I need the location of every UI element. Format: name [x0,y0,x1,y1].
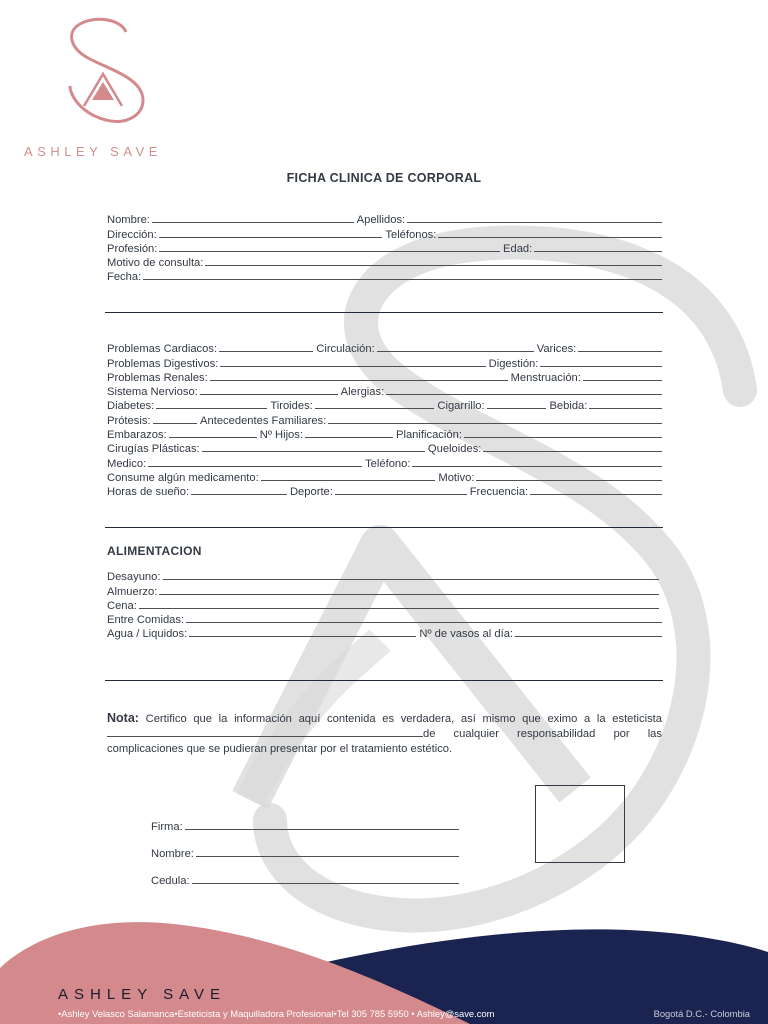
label-embarazos: Embarazos: [107,429,167,442]
field-direccion[interactable] [159,237,383,238]
fingerprint-box[interactable] [535,785,625,863]
signature-firma-row [151,819,459,833]
field-protesis[interactable] [153,423,198,424]
footer-brand-name: ASHLEY SAVE [58,986,226,1003]
field-queloides[interactable] [483,451,662,452]
label-diabetes: Diabetes: [107,400,155,413]
field-cigarrillo[interactable] [487,408,547,409]
label-fecha: Fecha: [107,271,142,284]
field-bebida[interactable] [589,408,662,409]
label-entre-comidas: Entre Comidas: [107,614,185,627]
label-direccion: Dirección: [107,228,157,241]
field-desayuno[interactable] [163,579,660,580]
field-diabetes[interactable] [156,408,267,409]
field-tiroides[interactable] [315,408,435,409]
field-deporte[interactable] [335,494,467,495]
label-alergias: Alergias: [340,386,385,399]
field-embarazos[interactable] [169,437,257,438]
label-queloides: Queloides: [427,443,482,456]
label-vasos: Nº de vasos al día: [419,628,514,641]
field-nombre[interactable] [152,222,354,223]
field-problemas-renales[interactable] [210,380,508,381]
label-agua: Agua / Liquidos: [107,628,188,641]
field-problemas-digestivos[interactable] [220,366,485,367]
field-problemas-cardiacos[interactable] [219,351,313,352]
field-cedula[interactable] [192,883,459,884]
brand-logo-icon [48,14,158,124]
label-firma: Firma: [151,821,183,833]
field-profesion[interactable] [159,251,500,252]
nota-paragraph [107,711,662,756]
label-edad: Edad: [503,242,533,255]
field-vasos[interactable] [515,636,662,637]
field-apellidos[interactable] [407,222,662,223]
label-desayuno: Desayuno: [107,571,161,584]
section-divider [105,527,663,528]
label-cedula: Cedula: [151,875,190,887]
label-problemas-cardiacos: Problemas Cardiacos: [107,343,218,356]
label-telefono: Teléfono: [365,457,411,470]
nota-label: Nota: [107,711,139,725]
field-sistema-nervioso[interactable] [200,394,338,395]
label-varices: Varices: [536,343,577,356]
label-cena: Cena: [107,599,137,612]
field-firma-nombre[interactable] [196,856,459,857]
field-telefono[interactable] [412,466,662,467]
label-medicamento: Consume algún medicamento: [107,471,259,484]
signature-nombre-row [151,846,459,860]
label-digestion: Digestión: [488,357,539,370]
field-antecedentes[interactable] [328,423,662,424]
field-planificacion[interactable] [464,437,662,438]
label-bebida: Bebida: [549,400,588,413]
field-firma[interactable] [185,829,459,830]
label-motivo-consulta: Motivo de consulta: [107,257,204,270]
field-motivo[interactable] [476,480,662,481]
label-medico: Medico: [107,457,147,470]
label-circulacion: Circulación: [316,343,375,356]
label-profesion: Profesión: [107,242,158,255]
section-divider [105,312,663,313]
field-cena[interactable] [139,608,659,609]
label-sistema-nervioso: Sistema Nervioso: [107,386,198,399]
personal-data-section [107,212,662,283]
label-frecuencia: Frecuencia: [469,486,529,499]
footer-wave-background [0,900,768,1024]
field-digestion[interactable] [540,366,662,367]
brand-name: ASHLEY SAVE [24,144,162,159]
section-divider [105,680,663,681]
field-almuerzo[interactable] [159,594,659,595]
signature-cedula-row [151,873,459,887]
field-hijos[interactable] [305,437,393,438]
nota-text-1: Certifico que la información aquí contenida es verdadera, así mismo que eximo a la esteticista [138,713,662,725]
nota-text-2: de cualquier responsabilidad por las complicaciones que se pudieran presentar por el tratamiento estético. [107,728,662,755]
label-deporte: Deporte: [289,486,333,499]
field-circulacion[interactable] [377,351,534,352]
label-problemas-renales: Problemas Renales: [107,371,208,384]
footer-city: Bogotá D.C.- Colombia [653,1008,750,1019]
field-edad[interactable] [534,251,662,252]
field-telefonos[interactable] [438,237,662,238]
label-nombre: Nombre: [107,214,150,227]
label-tiroides: Tiroides: [270,400,313,413]
field-medico[interactable] [148,466,362,467]
label-telefonos: Teléfonos: [385,228,437,241]
section-title-alimentacion: ALIMENTACION [107,544,202,558]
footer-contact-info: •Ashley Velasco Salamanca•Esteticista y Maquilladora Profesional•Tel 305 785 5950 • Ashley@save.com [58,1008,495,1019]
label-protesis: Prótesis: [107,414,151,427]
label-hijos: Nº Hijos: [259,429,303,442]
label-menstruacion: Menstruación: [510,371,581,384]
field-varices[interactable] [578,351,662,352]
field-fecha[interactable] [143,279,662,280]
label-almuerzo: Almuerzo: [107,585,158,598]
label-cirugias: Cirugías Plásticas: [107,443,200,456]
alimentacion-section [107,569,662,640]
field-esteticista[interactable] [107,726,423,737]
label-planificacion: Planificación: [396,429,462,442]
label-problemas-digestivos: Problemas Digestivos: [107,357,219,370]
field-entre-comidas[interactable] [186,622,662,623]
field-alergias[interactable] [386,394,662,395]
label-cigarrillo: Cigarrillo: [437,400,485,413]
medical-history-section [107,341,662,498]
field-frecuencia[interactable] [530,494,662,495]
page-title: FICHA CLINICA DE CORPORAL [286,171,482,185]
label-apellidos: Apellidos: [356,214,406,227]
label-horas-sueno: Horas de sueño: [107,486,190,499]
field-menstruacion[interactable] [583,380,662,381]
label-motivo: Motivo: [438,471,475,484]
field-cirugias[interactable] [202,451,425,452]
field-agua[interactable] [189,636,416,637]
field-motivo-consulta[interactable] [205,265,662,266]
label-firma-nombre: Nombre: [151,848,194,860]
label-antecedentes: Antecedentes Familiares: [200,414,327,427]
field-medicamento[interactable] [261,480,436,481]
field-horas-sueno[interactable] [191,494,287,495]
